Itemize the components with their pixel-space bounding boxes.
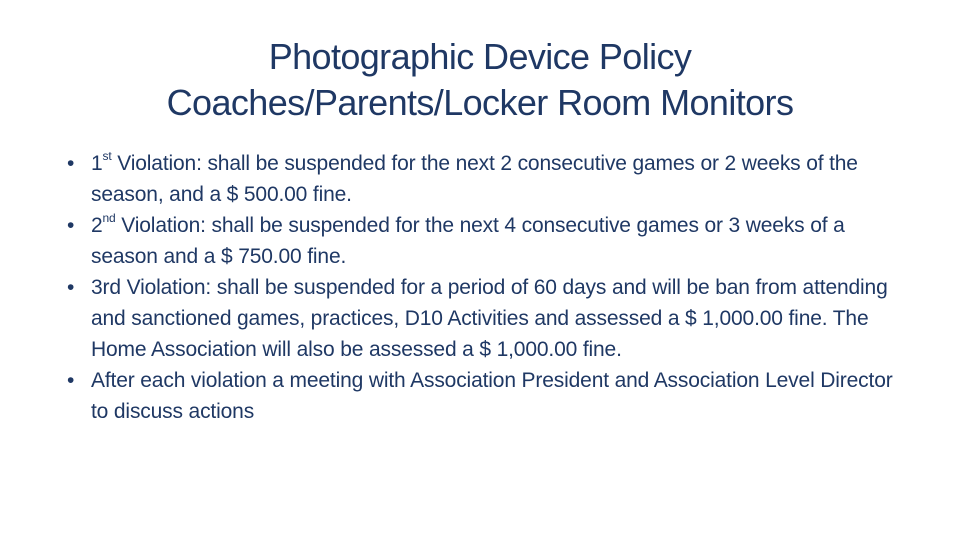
bullet-ordinal-suffix: nd — [102, 211, 116, 225]
bullet-dot-icon: • — [67, 369, 75, 392]
bullet-item-3 — [62, 272, 912, 365]
bullet-text: Violation: shall be suspended for the next 4 consecutive games or 3 weeks of a season and a $ 750.00 fine. — [91, 214, 845, 268]
bullet-item-1 — [62, 148, 912, 210]
slide-title — [60, 34, 900, 126]
bullet-list — [62, 148, 912, 427]
bullet-ordinal: 2 — [91, 214, 103, 237]
bullet-dot-icon: • — [67, 152, 75, 175]
bullet-ordinal-suffix: st — [102, 149, 112, 163]
bullet-dot-icon: • — [67, 276, 75, 299]
title-line-1: Photographic Device Policy — [268, 36, 692, 77]
bullet-ordinal: 1 — [91, 152, 103, 175]
bullet-item-4 — [62, 365, 912, 427]
bullet-text: Violation: shall be suspended for the next 2 consecutive games or 2 weeks of the season, and a $ 500.00 fine. — [91, 152, 858, 206]
bullet-dot-icon: • — [67, 214, 75, 237]
bullet-text: Violation: shall be suspended for a period of 60 days and will be ban from attending and sanctioned games, practices, D10 Activities and assessed a $ 1,000.00 fine. The Home Association will also be assessed a $ 1,000.00 fine. — [91, 276, 888, 361]
bullet-text: After each violation a meeting with Association President and Association Level Director to discuss actions — [91, 369, 893, 423]
bullet-ordinal: 3rd — [91, 276, 121, 299]
bullet-item-2 — [62, 210, 912, 272]
title-line-2: Coaches/Parents/Locker Room Monitors — [166, 82, 794, 123]
